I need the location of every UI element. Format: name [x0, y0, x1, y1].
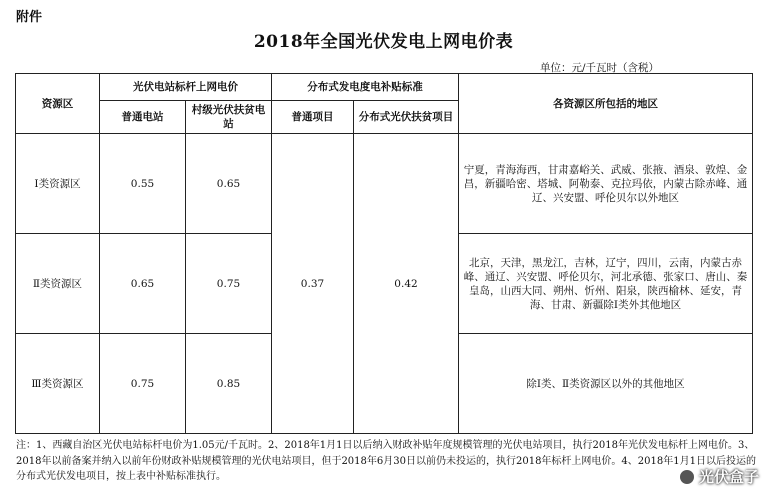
attachment-label: 附件: [16, 10, 43, 25]
watermark-text: 光伏盒子: [698, 468, 759, 486]
footnote: 注：1、西藏自治区光伏电站标杆电价为1.05元/千瓦时。2、2018年1月1日以后纳入财政补贴年度规模管理的光伏电站项目，执行2018年光伏发电标杆上网电价。3、2018年以前备案并纳入以前年份财政补贴规模管理的光伏电站项目，但于2018年6月30日以前仍未投运的，执行2018年标杆上网电价。4、2018年1月1日以后投运的分布式光伏发电项目，按上表中补贴标准执行。: [16, 440, 756, 482]
watermark: [678, 466, 759, 487]
dist-normal-cell: 0.37: [272, 134, 354, 434]
page-title: 2018年全国光伏发电上网电价表: [253, 32, 514, 52]
station-normal-cell: 0.65: [100, 234, 186, 334]
regions-cell: 北京，天津，黑龙江，吉林，辽宁，四川，云南，内蒙古赤峰、通辽、兴安盟、呼伦贝尔，河北承德、张家口、唐山、秦皇岛，山西大同、朔州、忻州、阳泉，陕西榆林、延安，青海、甘肃、新疆除Ⅰ类外其他地区: [459, 234, 753, 334]
regions-cell: 宁夏，青海海西，甘肃嘉峪关、武威、张掖、酒泉、敦煌、金昌，新疆哈密、塔城、阿勒泰、克拉玛依，内蒙古除赤峰、通辽、兴安盟、呼伦贝尔以外地区: [459, 134, 753, 234]
station-poverty-cell: 0.75: [186, 234, 272, 334]
station-normal-cell: 0.75: [100, 334, 186, 434]
unit-label: 单位：元/千瓦时（含税）: [539, 62, 659, 74]
price-table: [15, 73, 753, 434]
zone-cell: Ⅲ类资源区: [16, 334, 100, 434]
header-dist-group: 分布式发电度电补贴标准: [272, 74, 459, 101]
zone-cell: Ⅱ类资源区: [16, 234, 100, 334]
header-station-poverty: 村级光伏扶贫电站: [186, 101, 272, 134]
station-normal-cell: 0.55: [100, 134, 186, 234]
header-zone: 资源区: [16, 74, 100, 134]
station-poverty-cell: 0.85: [186, 334, 272, 434]
table-row: [16, 134, 753, 234]
regions-cell: 除Ⅰ类、Ⅱ类资源区以外的其他地区: [459, 334, 753, 434]
header-station-group: 光伏电站标杆上网电价: [100, 74, 272, 101]
header-station-normal: 普通电站: [100, 101, 186, 134]
header-dist-normal: 普通项目: [272, 101, 354, 134]
zone-cell: Ⅰ类资源区: [16, 134, 100, 234]
header-dist-poverty: 分布式光伏扶贫项目: [354, 101, 459, 134]
header-regions: 各资源区所包括的地区: [459, 74, 753, 134]
watermark-logo-icon: [678, 468, 696, 486]
dist-poverty-cell: 0.42: [354, 134, 459, 434]
station-poverty-cell: 0.65: [186, 134, 272, 234]
